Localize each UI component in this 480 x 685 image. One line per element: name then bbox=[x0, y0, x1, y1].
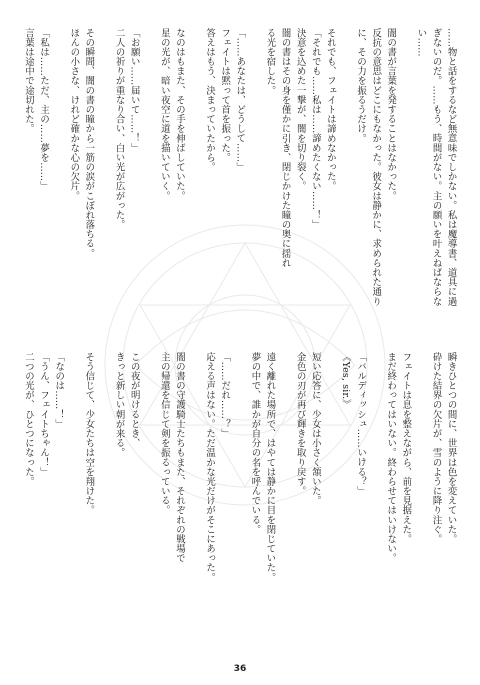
text-column bbox=[369, 352, 382, 658]
text-column: フェイトは黙って首を振った。 bbox=[219, 28, 231, 163]
text-column: 二つの光が、ひとつになった。 bbox=[23, 352, 34, 487]
text-column: 「なのは……！」 bbox=[53, 352, 65, 429]
text-column: 金色の刃が再び輝きを取り戻す。 bbox=[294, 352, 306, 496]
text-column: 闇の書の守護騎士たちもまた、それぞれの戦場で bbox=[173, 352, 185, 563]
text-column: なのはもまた、その手を伸ばしていた。 bbox=[173, 28, 185, 201]
text-column: る光を宿した。 bbox=[264, 28, 276, 96]
upper-text-block bbox=[22, 28, 458, 334]
text-column bbox=[339, 28, 352, 334]
text-column bbox=[233, 352, 246, 658]
text-column: に、その力を振るうだけ。 bbox=[355, 28, 367, 144]
text-column bbox=[279, 352, 292, 658]
lower-text-block bbox=[22, 352, 458, 658]
text-column: ……物と話をするなど無意味でしかない。私は魔導書、道具に過 bbox=[445, 28, 457, 307]
text-column: ぎないのだ。……もう、時間がない。主の願いを叶えねばならな bbox=[430, 28, 442, 307]
text-column: きっと新しい朝が来る。 bbox=[113, 352, 125, 458]
text-column: フェイトは息を整えながら、前を見据えた。 bbox=[400, 352, 412, 544]
text-column: 短い応答に、少女は小さく頷いた。 bbox=[309, 352, 321, 506]
text-column: ほんの小さな、けれど確かな心の欠片。 bbox=[68, 28, 80, 201]
text-column: 主の帰還を信じて剣を振るっている。 bbox=[158, 352, 170, 516]
text-column bbox=[188, 352, 201, 658]
text-column: 遠く離れた場所で、はやては静かに目を閉じていた。 bbox=[264, 352, 276, 583]
text-column bbox=[97, 28, 110, 334]
text-column: 「……あなたは、どうして……」 bbox=[234, 28, 246, 172]
text-column: 闇の書が言葉を発することはなかった。 bbox=[385, 28, 397, 201]
text-column: この夜が明けるとき、 bbox=[128, 352, 140, 448]
text-column: 反抗の意思はどこにもなかった。彼女は静かに、求められた通り bbox=[370, 28, 382, 307]
text-column bbox=[143, 28, 156, 334]
text-column: 瞬きひとつの間に、世界は色を変えていた。 bbox=[445, 352, 457, 544]
text-column bbox=[97, 352, 110, 658]
text-column: 星の光が、暗い夜空に道を描いていく。 bbox=[158, 28, 170, 201]
text-column: そう信じて、少女たちは空を翔けた。 bbox=[83, 352, 95, 516]
text-column: 「バルディッシュ……いける？」 bbox=[355, 352, 367, 496]
text-column: 「私は……ただ、主の……夢を……」 bbox=[38, 28, 50, 191]
text-column bbox=[188, 28, 201, 334]
text-column: 二人の祈りが重なり合い、白い光が広がった。 bbox=[113, 28, 125, 230]
text-column: 「お願い……届いて……！」 bbox=[128, 28, 140, 153]
text-column: 応える声はない。ただ温かな光だけがそこにあった。 bbox=[204, 352, 216, 583]
text-column bbox=[248, 28, 261, 334]
text-column: それでも、フェイトは諦めなかった。 bbox=[324, 28, 336, 192]
text-column: 「それでも……私は……諦めたくない……！」 bbox=[309, 28, 321, 230]
text-column: 決意を込めた一撃が、闇を切り裂く。 bbox=[294, 28, 306, 192]
text-column bbox=[67, 352, 80, 658]
text-column: まだ終わってはいない。終わらせてはいけない。 bbox=[385, 352, 397, 563]
text-column: 砕けた結界の欠片が、雪のように降り注ぐ。 bbox=[430, 352, 442, 544]
text-column: 「……だれ……？」 bbox=[219, 352, 231, 439]
text-column: 答えはもう、決まっていたから。 bbox=[204, 28, 216, 172]
text-column: 夢の中で、誰かが自分の名を呼んでいる。 bbox=[249, 352, 261, 535]
text-column: その瞬間、闇の書の瞳から一筋の涙がこぼれ落ちる。 bbox=[83, 28, 95, 259]
text-column: 言葉は途中で途切れた。 bbox=[23, 28, 34, 134]
text-column bbox=[52, 28, 65, 334]
page-number: 36 bbox=[233, 664, 247, 674]
text-column: 《Yes, sir.》 bbox=[339, 352, 351, 409]
text-column: 「うん、フェイトちゃん！」 bbox=[38, 352, 50, 477]
text-column: い…… bbox=[415, 28, 427, 57]
text-column bbox=[143, 352, 156, 658]
text-column: 闇の書はその身を僅かに引き、閉じかけた瞳の奥に揺れ bbox=[279, 28, 291, 268]
text-column bbox=[324, 352, 337, 658]
text-column bbox=[414, 352, 427, 658]
text-column bbox=[399, 28, 412, 334]
